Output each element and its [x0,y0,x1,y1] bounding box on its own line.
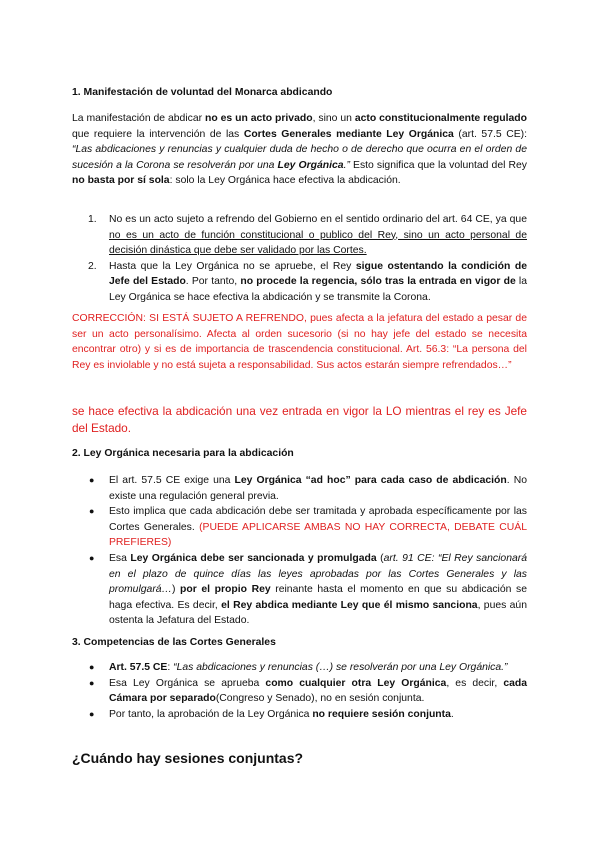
bullet-icon: ● [89,552,95,563]
correction-note: CORRECCIÓN: SI ESTÁ SUJETO A REFRENDO, pues afecta a la jefatura del estado a pesar de ser un acto personalísimo. Afecta al orden sucesorio (si no hay jefe del estado se necesita encontrar otro) y si es de importancia de trascendencia constitucional. Art. 56.3: “La persona del Rey es inviolable y no está sujeta a responsabilidad. Sus actos estarán siempre refrendados…” [72,313,527,371]
section-1-heading: 1. Manifestación de voluntad del Monarca abdicando [72,87,333,98]
section-2-bullet-list [72,473,527,629]
section-3-bullet-list [72,660,527,722]
list-item: ● Esa Ley Orgánica debe ser sancionada y promulgada (art. 91 CE: “El Rey sancionará en el plazo de quince días las leyes aprobadas por las Cortes Generales y las promulgará…) por el propio Rey reinante hasta el momento en que su abdicación se haga efectiva. Es decir, el Rey abdica mediante Ley que él mismo sanciona, pues aún ostenta la Jefatura del Estado. [89,552,527,627]
list-item: 1. No es un acto sujeto a refrendo del Gobierno en el sentido ordinario del art. 64 CE, ya que no es un acto de función constitucional o publico del Rey, sino un acto personal de decisión dinástica que debe ser validado por las Cortes. [88,214,527,257]
bullet-icon: ● [89,662,95,672]
bullet-icon: ● [89,475,95,485]
section-2-heading: 2. Ley Orgánica necesaria para la abdicación [72,448,294,459]
list-item: ● Art. 57.5 CE: “Las abdicaciones y renuncias (…) se resolverán por una Ley Orgánica.” [72,660,527,676]
correction-conclusion: se hace efectiva la abdicación una vez entrada en vigor la LO mientras el rey es Jefe del Estado. [72,404,527,435]
section-1-paragraph: La manifestación de abdicar no es un acto privado, sino un acto constitucionalmente regulado que requiere la intervención de las Cortes Generales mediante Ley Orgánica (art. 57.5 CE): “Las abdicaciones y renuncias y cualquier duda de hecho o de derecho que ocurra en el orden de sucesión a la Corona se resolverán por una Ley Orgánica.” Esto significa que la voluntad del Rey no basta por sí sola: solo la Ley Orgánica hace efectiva la abdicación. [72,113,527,187]
section-3-heading: 3. Competencias de las Cortes Generales [72,637,276,648]
list-item: 2. Hasta que la Ley Orgánica no se apruebe, el Rey sigue ostentando la condición de Jefe del Estado. Por tanto, no procede la regencia, sólo tras la entrada en vigor de la Ley Orgánica se hace efectiva la abdicación y se transmite la Corona. [88,260,527,303]
bullet-icon: ● [89,506,95,517]
list-item: ● El art. 57.5 CE exige una Ley Orgánica “ad hoc” para cada caso de abdicación. No existe una regulación general previa. [89,475,527,502]
section-4-heading: ¿Cuándo hay sesiones conjuntas? [72,750,304,766]
bullet-icon: ● [89,677,95,688]
bullet-icon: ● [89,708,95,719]
list-item: ● Esa Ley Orgánica se aprueba como cualquier otra Ley Orgánica, es decir, cada Cámara por separado(Congreso y Senado), no en sesión conjunta. [89,677,527,705]
list-item: ● Por tanto, la aprobación de la Ley Orgánica no requiere sesión conjunta. [72,707,527,723]
list-item: ● Esto implica que cada abdicación debe ser tramitada y aprobada específicamente por las Cortes Generales. (PUEDE APLICARSE AMBAS NO HAY CORRECTA, DEBATE CUÁL PREFIERES) [89,506,527,549]
section-1-numbered-list [72,212,527,306]
